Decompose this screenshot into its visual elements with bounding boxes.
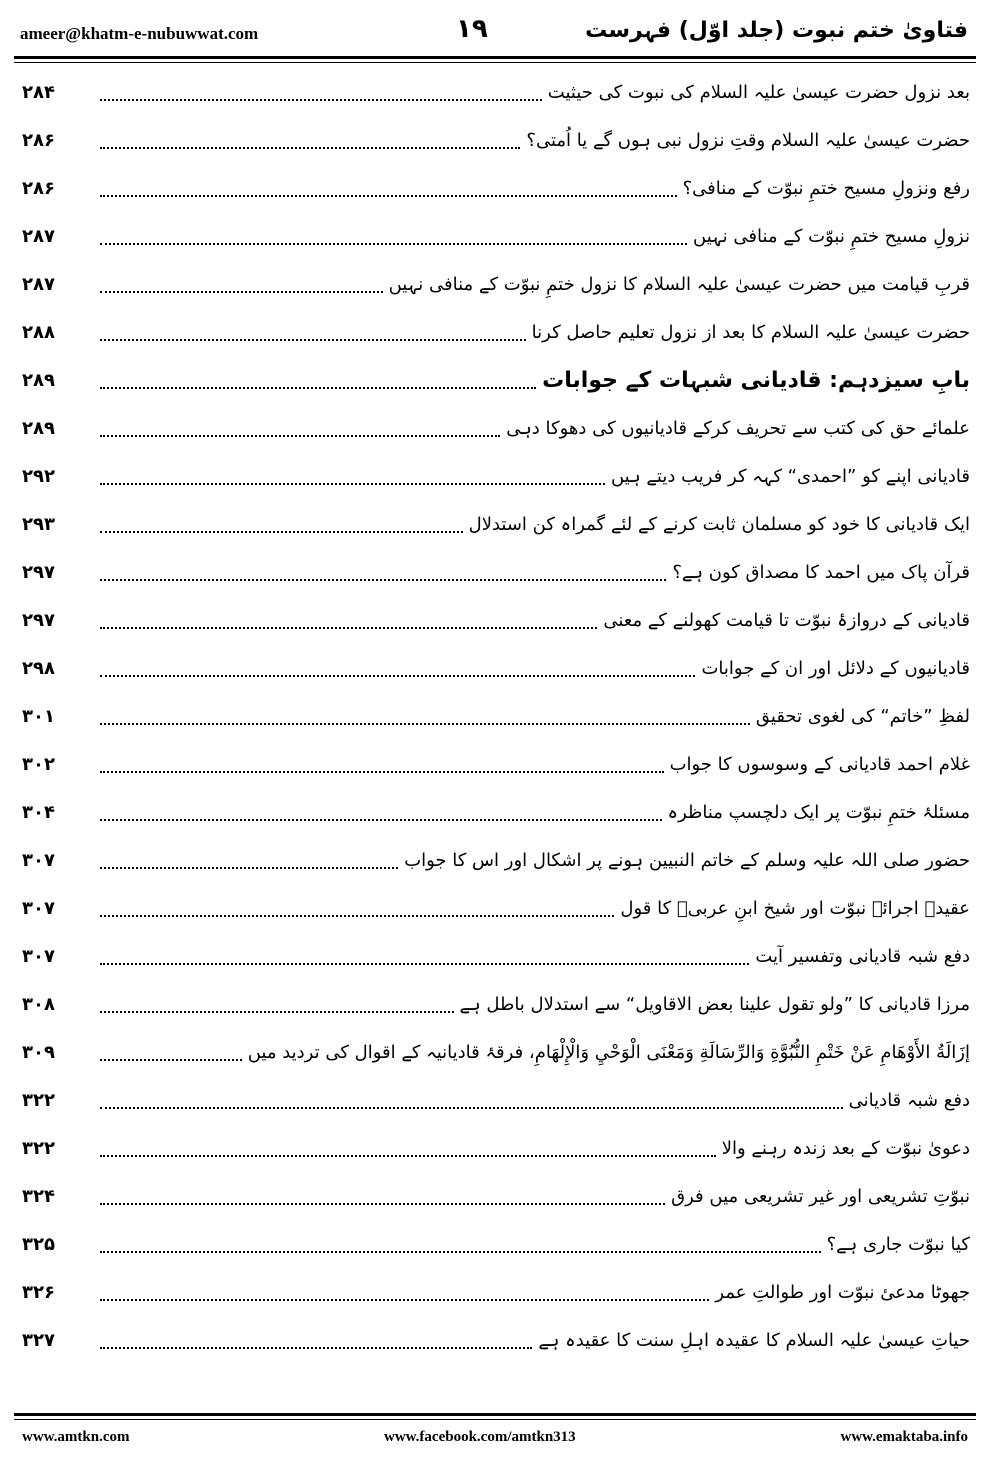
toc-entry (22, 404, 970, 452)
toc-entry-title: حضور صلی اللہ علیہ وسلم کے خاتم النبیین ہونے پر اشکال اور اس کا جواب (404, 849, 970, 871)
toc-entry-title: قادیانی کے دروازۂ نبوّت تا قیامت کھولنے کے معنی (603, 609, 970, 631)
dot-leader (100, 963, 749, 965)
toc-entry (22, 884, 970, 932)
toc-entry (22, 164, 970, 212)
toc-entry-page: ۳۰۱ (22, 705, 55, 727)
header-email: ameer@khatm-e-nubuwwat.com (20, 24, 259, 43)
toc-entry-page: ۳۰۸ (22, 993, 55, 1015)
toc-entry-page: ۳۰۲ (22, 753, 55, 775)
toc-entry (22, 1316, 970, 1364)
toc-entry-page: ۳۰۷ (22, 897, 55, 919)
toc-entry (22, 116, 970, 164)
dot-leader (100, 291, 383, 293)
toc-entry (22, 1028, 970, 1076)
toc-entry (22, 1124, 970, 1172)
page-number: ۱۹ (456, 14, 488, 44)
toc-entry-title: رفع ونزولِ مسیح ختمِ نبوّت کے منافی؟ (682, 177, 970, 199)
footer-link-amtkn[interactable]: www.amtkn.com (22, 1429, 130, 1445)
dot-leader (100, 387, 536, 389)
toc-entry-page: ۲۹۲ (22, 465, 55, 487)
toc-entry-title: مرزا قادیانی کا ”ولو تقول علینا بعض الاقاویل“ سے استدلال باطل ہے (459, 993, 970, 1015)
toc-entry-title: قادیانی اپنے کو ”احمدی“ کہہ کر فریب دیتے ہیں (610, 465, 970, 487)
toc-entry-title: قادیانیوں کے دلائل اور ان کے جوابات (701, 657, 970, 679)
dot-leader (100, 483, 605, 485)
dot-leader (100, 99, 542, 101)
toc-entry-page: ۳۲۲ (22, 1089, 55, 1111)
toc-entry-page: ۳۲۲ (22, 1137, 55, 1159)
toc-entry-page: ۲۸۸ (22, 321, 55, 343)
toc-entry (22, 548, 970, 596)
dot-leader (100, 243, 687, 245)
dot-leader (100, 915, 614, 917)
toc-entry-title: ایک قادیانی کا خود کو مسلمان ثابت کرنے کے لئے گمراہ کن استدلال (468, 513, 970, 535)
toc-entry-title: حضرت عیسیٰ علیہ السلام کا بعد از نزول تعلیم حاصل کرنا (531, 321, 970, 343)
footer-rule-thick (14, 1413, 976, 1416)
page-footer (14, 1425, 976, 1449)
toc-entry-page: ۲۹۳ (22, 513, 55, 535)
dot-leader (100, 627, 597, 629)
toc-entry-title: حیاتِ عیسیٰ علیہ السلام کا عقیدہ اہلِ سنت کا عقیدہ ہے (538, 1329, 970, 1351)
toc-entry-title: نبوّتِ تشریعی اور غیر تشریعی میں فرق (671, 1185, 970, 1207)
header-rule-thick (14, 56, 976, 59)
dot-leader (100, 531, 463, 533)
toc-entry-page: ۲۸۴ (22, 81, 55, 103)
toc-entry-page: ۲۹۷ (22, 609, 55, 631)
toc-entry-title: بابِ سیزدہم: قادیانی شبہات کے جوابات (542, 367, 970, 393)
toc-entry-title: قرآن پاک میں احمد کا مصداق کون ہے؟ (672, 561, 970, 583)
table-of-contents (22, 68, 970, 1364)
dot-leader (100, 867, 398, 869)
toc-entry-page: ۳۲۷ (22, 1329, 55, 1351)
toc-entry (22, 836, 970, 884)
toc-entry (22, 596, 970, 644)
toc-entry (22, 260, 970, 308)
toc-entry-title: کیا نبوّت جاری ہے؟ (826, 1233, 970, 1255)
footer-link-emaktaba[interactable]: www.emaktaba.info (840, 1429, 968, 1445)
dot-leader (100, 195, 677, 197)
toc-entry-title: دفع شبہ قادیانی وتفسیر آیت (755, 945, 970, 967)
toc-entry-page: ۲۹۷ (22, 561, 55, 583)
toc-entry (22, 932, 970, 980)
page-header (14, 10, 976, 54)
toc-entry-title: جھوٹا مدعیٔ نبوّت اور طوالتِ عمر (715, 1281, 970, 1303)
toc-entry-page: ۲۹۸ (22, 657, 55, 679)
toc-entry-page: ۳۲۶ (22, 1281, 55, 1303)
toc-entry (22, 1268, 970, 1316)
toc-entry (22, 788, 970, 836)
toc-entry-page: ۲۸۶ (22, 129, 55, 151)
dot-leader (100, 435, 500, 437)
toc-entry (22, 980, 970, 1028)
toc-entry (22, 644, 970, 692)
toc-entry-page: ۲۸۹ (22, 369, 55, 391)
dot-leader (100, 819, 662, 821)
toc-entry (22, 1076, 970, 1124)
toc-entry (22, 740, 970, 788)
dot-leader (100, 675, 695, 677)
toc-entry-title: دعویٰ نبوّت کے بعد زندہ رہنے والا (721, 1137, 970, 1159)
toc-entry-title: لفظِ ”خاتم“ کی لغوی تحقیق (755, 705, 970, 727)
toc-entry (22, 452, 970, 500)
dot-leader (100, 1059, 242, 1061)
toc-entry-title: عقیدۂ اجرائے نبوّت اور شیخ ابنِ عربیؒ کا قول (620, 897, 970, 919)
dot-leader (100, 1107, 843, 1109)
toc-entry-title: إزَالَةُ الأَوْهَامِ عَنْ خَتْمِ النُّبُوَّةِ وَالرِّسَالَةِ وَمَعْنَى الْوَحْيِ وَالْإِلْهَامِ، فرقۂ قادیانیہ کے اقوال کی تردید میں (247, 1041, 970, 1063)
dot-leader (100, 1299, 709, 1301)
toc-entry-page: ۲۸۷ (22, 273, 55, 295)
dot-leader (100, 339, 526, 341)
dot-leader (100, 723, 750, 725)
toc-entry-title: قربِ قیامت میں حضرت عیسیٰ علیہ السلام کا نزول ختمِ نبوّت کے منافی نہیں (388, 273, 970, 295)
toc-entry-page: ۳۰۴ (22, 801, 55, 823)
dot-leader (100, 1155, 716, 1157)
footer-rule-thin (14, 1419, 976, 1420)
toc-entry-page: ۳۰۷ (22, 945, 55, 967)
dot-leader (100, 1011, 454, 1013)
toc-entry-page: ۳۰۷ (22, 849, 55, 871)
toc-entry (22, 1172, 970, 1220)
toc-entry-page: ۲۸۷ (22, 225, 55, 247)
toc-entry-page: ۲۸۶ (22, 177, 55, 199)
dot-leader (100, 1347, 532, 1349)
toc-entry-title: نزولِ مسیح ختمِ نبوّت کے منافی نہیں (693, 225, 970, 247)
toc-entry (22, 68, 970, 116)
toc-chapter-heading (22, 356, 970, 404)
dot-leader (100, 771, 664, 773)
toc-entry-page: ۳۰۹ (22, 1041, 55, 1063)
toc-entry-title: حضرت عیسیٰ علیہ السلام وقتِ نزول نبی ہوں گے یا اُمتی؟ (526, 129, 970, 151)
toc-entry (22, 500, 970, 548)
toc-entry (22, 212, 970, 260)
toc-entry-title: بعد نزول حضرت عیسیٰ علیہ السلام کی نبوت کی حیثیت (547, 81, 970, 103)
toc-entry-title: غلام احمد قادیانی کے وسوسوں کا جواب (669, 753, 970, 775)
toc-entry-page: ۳۲۵ (22, 1233, 55, 1255)
footer-link-facebook[interactable]: www.facebook.com/amtkn313 (384, 1429, 576, 1445)
dot-leader (100, 1251, 821, 1253)
dot-leader (100, 147, 520, 149)
dot-leader (100, 579, 666, 581)
toc-entry (22, 692, 970, 740)
toc-entry-title: علمائے حق کی کتب سے تحریف کرکے قادیانیوں کی دھوکا دہی (506, 417, 970, 439)
header-rule-thin (14, 62, 976, 63)
toc-entry (22, 308, 970, 356)
toc-entry-page: ۲۸۹ (22, 417, 55, 439)
dot-leader (100, 1203, 665, 1205)
toc-entry-title: مسئلۂ ختمِ نبوّت پر ایک دلچسپ مناظرہ (667, 801, 970, 823)
toc-entry-page: ۳۲۴ (22, 1185, 55, 1207)
toc-entry-title: دفع شبہ قادیانی (848, 1089, 970, 1111)
book-title: فتاویٰ ختم نبوت (جلد اوّل) فہرست (585, 18, 968, 43)
toc-entry (22, 1220, 970, 1268)
